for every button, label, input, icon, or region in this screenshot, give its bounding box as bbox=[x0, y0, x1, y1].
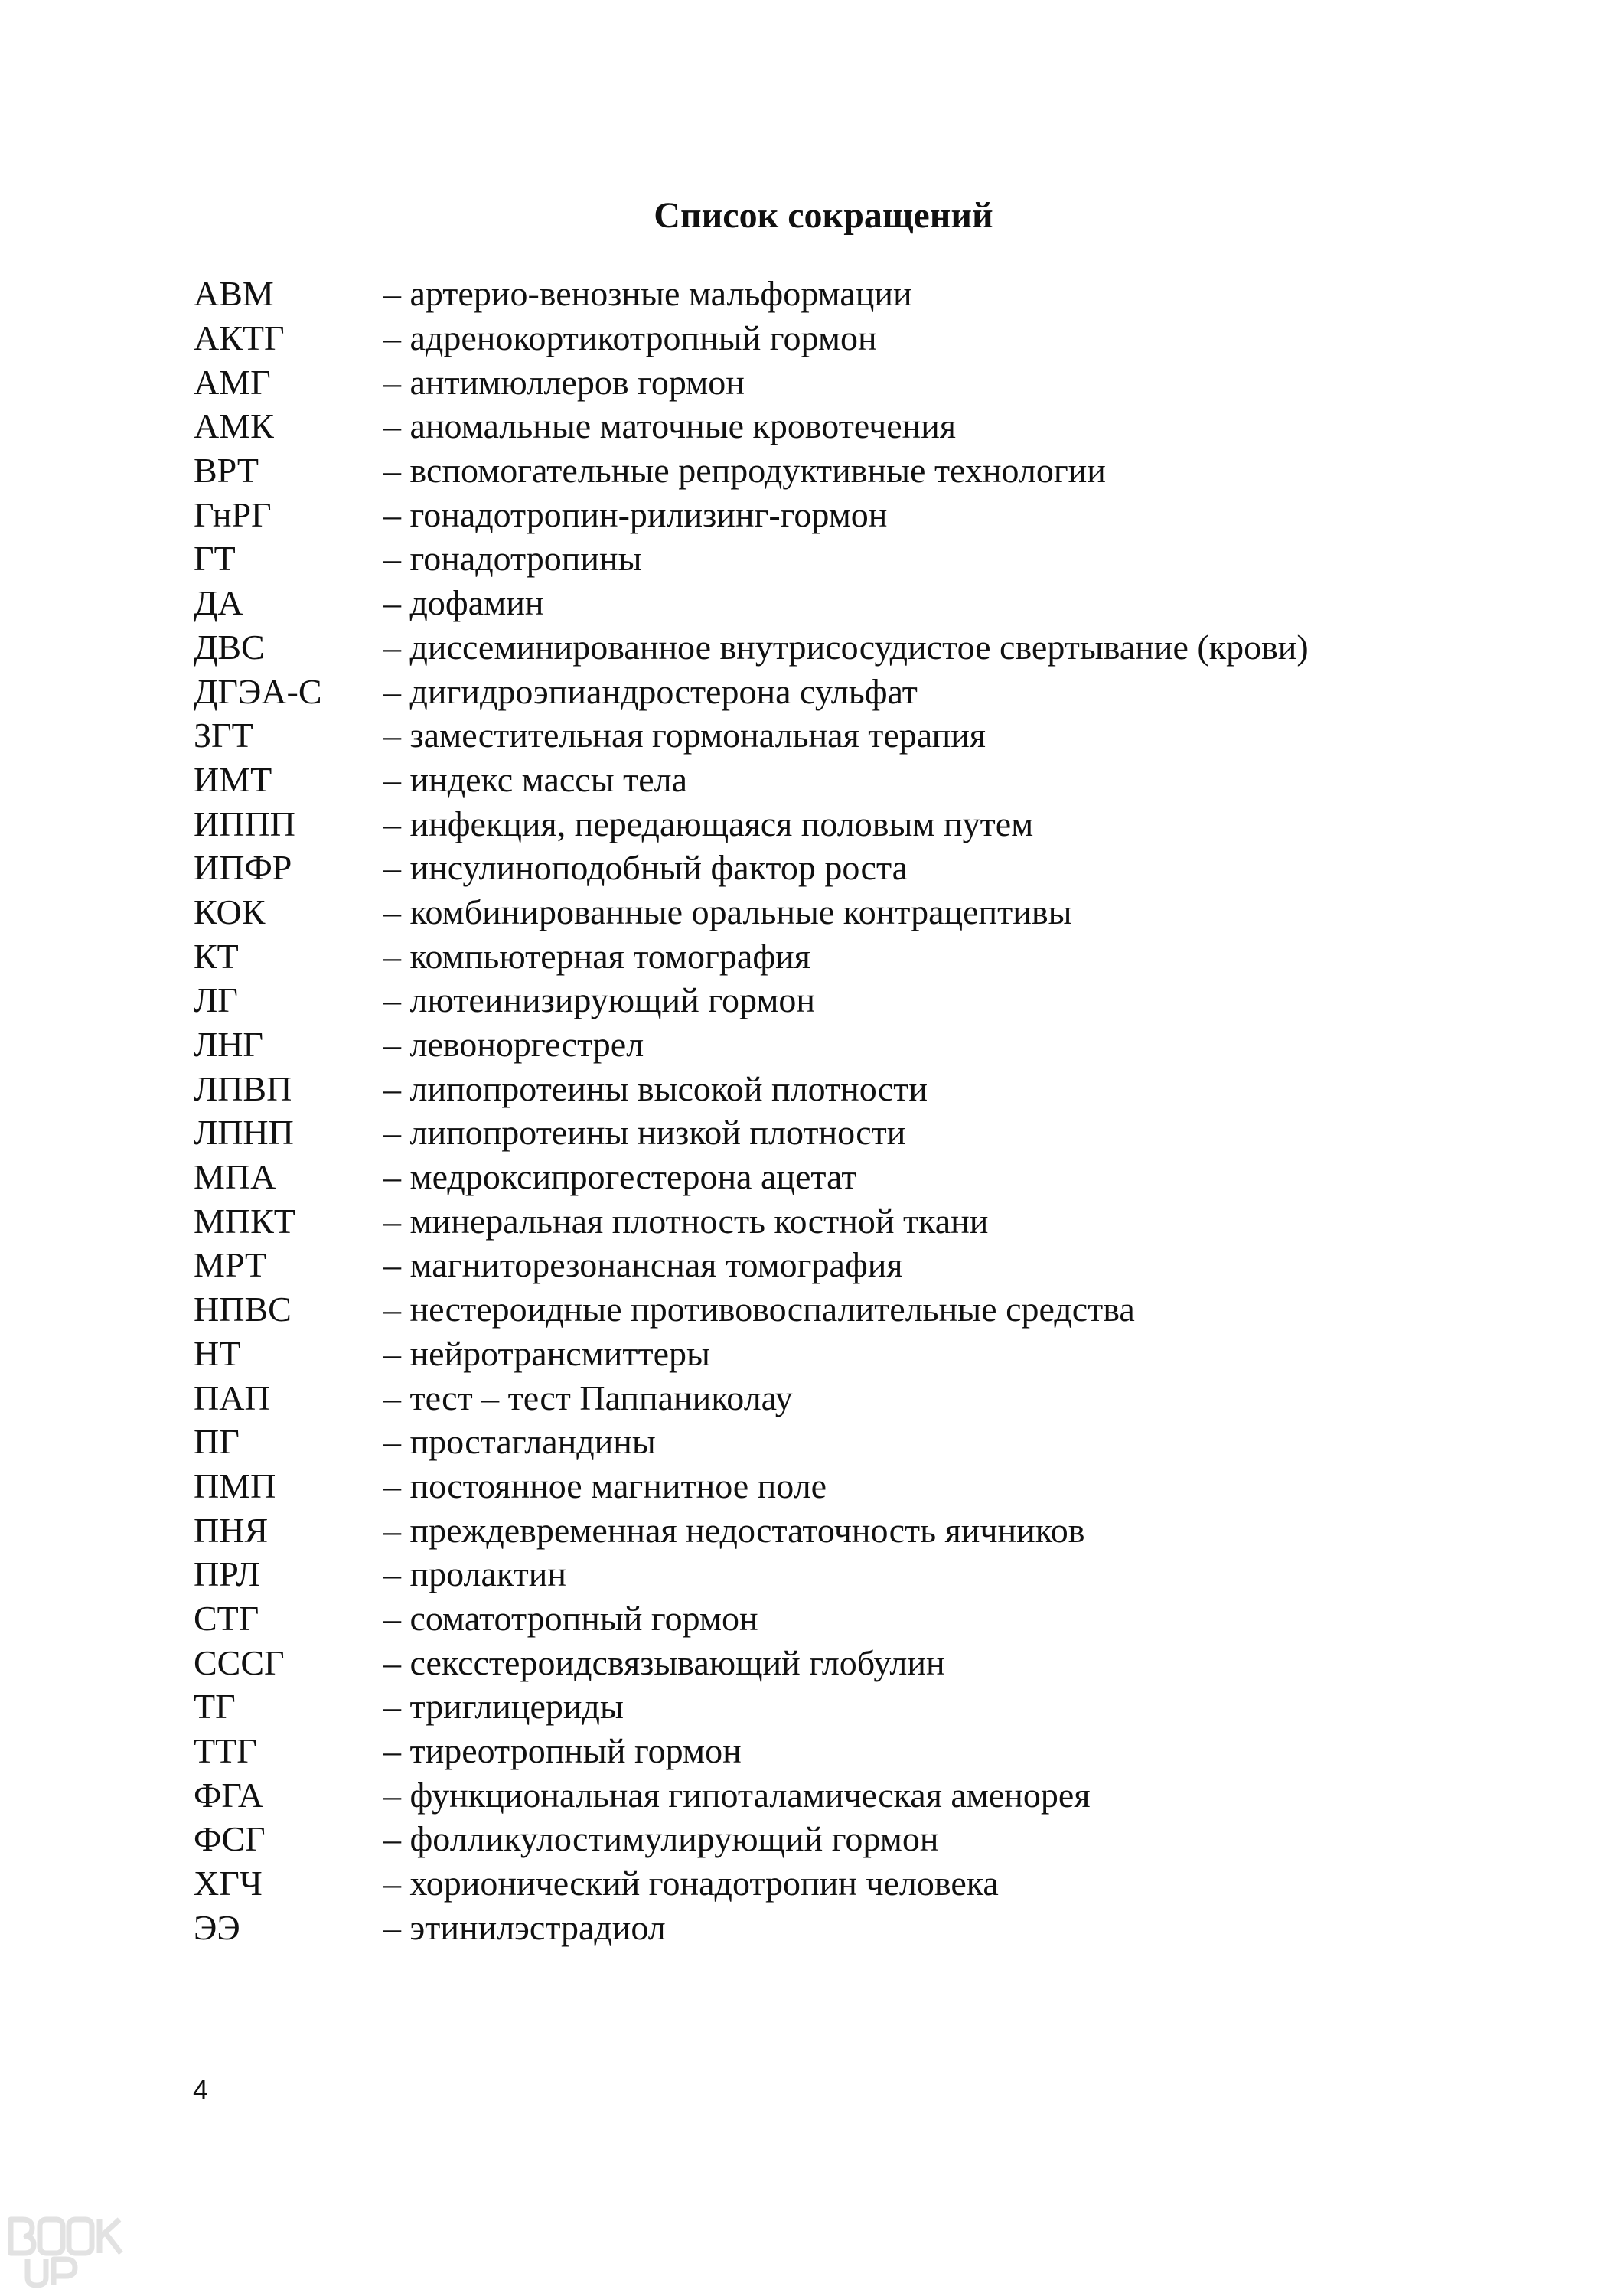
abbreviation-term: ЛПНП bbox=[194, 1113, 294, 1153]
abbreviation-definition: – магниторезонансная томография bbox=[383, 1245, 903, 1285]
abbreviation-definition: – триглицериды bbox=[383, 1687, 624, 1727]
abbreviation-definition: – артерио-венозные мальформации bbox=[383, 274, 912, 314]
abbreviation-row bbox=[194, 625, 1586, 670]
abbreviation-definition: – аномальные маточные кровотечения bbox=[383, 406, 957, 446]
abbreviation-term: ДГЭА-С bbox=[194, 671, 322, 711]
abbreviation-row bbox=[194, 492, 1586, 536]
abbreviation-definition: – левоноргестрел bbox=[383, 1025, 644, 1065]
abbreviation-definition: – этинилэстрадиол bbox=[383, 1907, 666, 1947]
abbreviation-term: АМК bbox=[194, 406, 274, 446]
abbreviation-row bbox=[194, 536, 1586, 581]
abbreviation-term: ХГЧ bbox=[194, 1864, 263, 1903]
abbreviation-list bbox=[194, 272, 1586, 1949]
page-title: Список сокращений bbox=[654, 195, 993, 236]
abbreviation-term: ИПФР bbox=[194, 848, 292, 888]
abbreviation-term: ЭЭ bbox=[194, 1907, 240, 1947]
abbreviation-row bbox=[194, 404, 1586, 448]
abbreviation-row bbox=[194, 1155, 1586, 1199]
abbreviation-row bbox=[194, 581, 1586, 625]
abbreviation-row bbox=[194, 1817, 1586, 1861]
abbreviation-term: ТГ bbox=[194, 1687, 236, 1727]
abbreviation-definition: – адренокортикотропный гормон bbox=[383, 318, 877, 358]
abbreviation-definition: – компьютерная томография bbox=[383, 936, 810, 976]
abbreviation-term: ГТ bbox=[194, 539, 236, 579]
abbreviation-term: ДА bbox=[194, 583, 243, 623]
abbreviation-row bbox=[194, 1508, 1586, 1552]
abbreviation-row bbox=[194, 1110, 1586, 1155]
abbreviation-term: АМГ bbox=[194, 362, 271, 402]
abbreviation-row bbox=[194, 978, 1586, 1022]
abbreviation-term: СТГ bbox=[194, 1598, 259, 1638]
abbreviation-term: МРТ bbox=[194, 1245, 267, 1285]
abbreviation-definition: – липопротеины высокой плотности bbox=[383, 1068, 928, 1108]
abbreviation-row bbox=[194, 890, 1586, 934]
abbreviation-definition: – вспомогательные репродуктивные технологии bbox=[383, 451, 1106, 491]
abbreviation-row bbox=[194, 801, 1586, 846]
abbreviation-row bbox=[194, 1199, 1586, 1243]
abbreviation-term: ПМП bbox=[194, 1466, 276, 1505]
abbreviation-definition: – заместительная гормональная терапия bbox=[383, 716, 986, 755]
abbreviation-definition: – лютеинизирующий гормон bbox=[383, 980, 816, 1020]
abbreviation-row bbox=[194, 448, 1586, 493]
abbreviation-row bbox=[194, 316, 1586, 360]
abbreviation-term: ФСГ bbox=[194, 1819, 266, 1859]
abbreviation-definition: – фолликулостимулирующий гормон bbox=[383, 1819, 939, 1859]
abbreviation-term: КТ bbox=[194, 936, 239, 976]
abbreviation-term: ЛПВП bbox=[194, 1068, 292, 1108]
abbreviation-row bbox=[194, 1287, 1586, 1332]
abbreviation-term: ПРЛ bbox=[194, 1554, 260, 1594]
abbreviation-definition: – диссеминированное внутрисосудистое свертывание (крови) bbox=[383, 627, 1309, 667]
page-number: 4 bbox=[193, 2074, 209, 2105]
abbreviation-term: ИМТ bbox=[194, 759, 272, 799]
abbreviation-definition: – инсулиноподобный фактор роста bbox=[383, 848, 908, 888]
abbreviation-term: ДВС bbox=[194, 627, 265, 667]
abbreviation-row bbox=[194, 1684, 1586, 1729]
abbreviation-row bbox=[194, 360, 1586, 404]
abbreviation-term: НТ bbox=[194, 1333, 241, 1373]
watermark-logo bbox=[5, 2213, 135, 2290]
abbreviation-definition: – гонадотропины bbox=[383, 539, 642, 579]
abbreviation-definition: – антимюллеров гормон bbox=[383, 362, 745, 402]
abbreviation-term: МПА bbox=[194, 1157, 276, 1197]
abbreviation-term: ГнРГ bbox=[194, 494, 272, 534]
abbreviation-term: СССГ bbox=[194, 1642, 285, 1682]
abbreviation-definition: – простагландины bbox=[383, 1422, 656, 1462]
abbreviation-term: ВРТ bbox=[194, 451, 259, 491]
abbreviation-term: ТТГ bbox=[194, 1731, 257, 1771]
abbreviation-definition: – нестероидные противовоспалительные средства bbox=[383, 1290, 1135, 1329]
abbreviation-definition: – тиреотропный гормон bbox=[383, 1731, 742, 1771]
abbreviation-row bbox=[194, 758, 1586, 802]
abbreviation-row bbox=[194, 1464, 1586, 1508]
abbreviation-term: ПНЯ bbox=[194, 1510, 269, 1550]
abbreviation-row bbox=[194, 1640, 1586, 1684]
abbreviation-row bbox=[194, 1243, 1586, 1287]
abbreviation-term: ЗГТ bbox=[194, 716, 253, 755]
abbreviation-row bbox=[194, 1022, 1586, 1067]
abbreviation-definition: – хорионический гонадотропин человека bbox=[383, 1864, 999, 1903]
abbreviation-row bbox=[194, 1905, 1586, 1949]
abbreviation-definition: – сексстероидсвязывающий глобулин bbox=[383, 1642, 945, 1682]
abbreviation-term: ПАП bbox=[194, 1378, 270, 1417]
abbreviation-row bbox=[194, 1420, 1586, 1464]
abbreviation-definition: – тест – тест Паппаниколау bbox=[383, 1378, 793, 1417]
abbreviation-row bbox=[194, 934, 1586, 978]
abbreviation-definition: – соматотропный гормон bbox=[383, 1598, 758, 1638]
abbreviation-definition: – индекс массы тела bbox=[383, 759, 688, 799]
abbreviation-row bbox=[194, 846, 1586, 890]
abbreviation-row bbox=[194, 1596, 1586, 1641]
abbreviation-definition: – постоянное магнитное поле bbox=[383, 1466, 827, 1505]
abbreviation-term: АКТГ bbox=[194, 318, 285, 358]
abbreviation-definition: – функциональная гипоталамическая аменорея bbox=[383, 1775, 1091, 1815]
abbreviation-definition: – липопротеины низкой плотности bbox=[383, 1113, 906, 1153]
abbreviation-row bbox=[194, 1729, 1586, 1773]
abbreviation-row bbox=[194, 1552, 1586, 1596]
abbreviation-term: ФГА bbox=[194, 1775, 264, 1815]
abbreviation-definition: – минеральная плотность костной ткани bbox=[383, 1201, 989, 1241]
abbreviation-definition: – пролактин bbox=[383, 1554, 566, 1594]
abbreviation-term: АВМ bbox=[194, 274, 274, 314]
abbreviation-term: НПВС bbox=[194, 1290, 292, 1329]
abbreviation-row bbox=[194, 272, 1586, 316]
abbreviation-row bbox=[194, 1861, 1586, 1906]
abbreviation-row bbox=[194, 1773, 1586, 1817]
abbreviation-term: МПКТ bbox=[194, 1201, 295, 1241]
abbreviation-definition: – инфекция, передающаяся половым путем bbox=[383, 804, 1034, 843]
abbreviation-definition: – дофамин bbox=[383, 583, 544, 623]
abbreviation-term: ИППП bbox=[194, 804, 295, 843]
abbreviation-definition: – комбинированные оральные контрацептивы bbox=[383, 892, 1072, 931]
abbreviation-row bbox=[194, 1375, 1586, 1420]
abbreviation-definition: – преждевременная недостаточность яичников bbox=[383, 1510, 1085, 1550]
abbreviation-term: КОК bbox=[194, 892, 266, 931]
abbreviation-term: ЛНГ bbox=[194, 1025, 264, 1065]
abbreviation-row bbox=[194, 1066, 1586, 1110]
abbreviation-definition: – гонадотропин-рилизинг-гормон bbox=[383, 494, 888, 534]
abbreviation-row bbox=[194, 713, 1586, 758]
abbreviation-definition: – медроксипрогестерона ацетат bbox=[383, 1157, 857, 1197]
abbreviation-definition: – дигидроэпиандростерона сульфат bbox=[383, 671, 918, 711]
abbreviation-term: ЛГ bbox=[194, 980, 238, 1020]
abbreviation-definition: – нейротрансмиттеры bbox=[383, 1333, 710, 1373]
abbreviation-row bbox=[194, 1332, 1586, 1376]
abbreviation-term: ПГ bbox=[194, 1422, 240, 1462]
abbreviation-row bbox=[194, 669, 1586, 713]
